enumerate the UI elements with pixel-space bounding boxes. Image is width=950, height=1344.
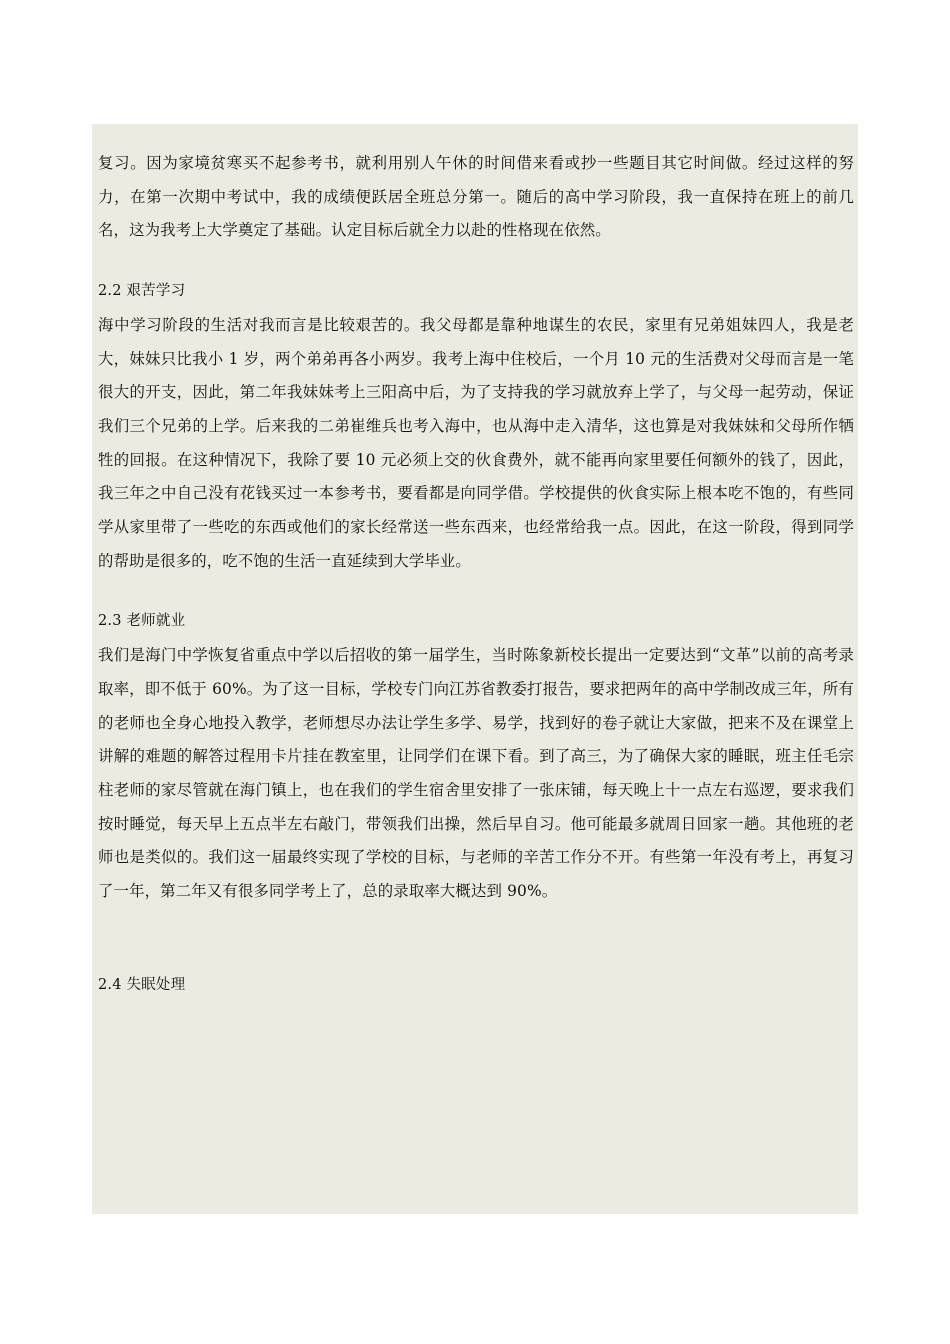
- paragraph-hard-study: 海中学习阶段的生活对我而言是比较艰苦的。我父母都是靠种地谋生的农民，家里有兄弟姐妹四人，我是老大，妹妹只比我小 1 岁，两个弟弟再各小两岁。我考上海中住校后，一个月 10 元的生活费对父母而言是一笔很大的开支，因此，第二年我妹妹考上三阳高中后，为了支持我的学习就放弃上学了，与父母一起劳动，保证我们三个兄弟的上学。后来我的二弟崔维兵也考入海中，也从海中走入清华，这也算是对我妹妹和父母所作牺牲的回报。在这种情况下，我除了要 10 元必须上交的伙食费外，就不能再向家里要任何额外的钱了，因此，我三年之中自己没有花钱买过一本参考书，要看都是向同学借。学校提供的伙食实际上根本吃不饱的，有些同学从家里带了一些吃的东西或他们的家长经常送一些东西来，也经常给我一点。因此，在这一阶段，得到同学的帮助是很多的，吃不饱的生活一直延续到大学毕业。: [98, 315, 854, 570]
- section-heading-2-4: 2.4 失眠处理: [98, 976, 186, 993]
- spacer: [98, 248, 854, 275]
- paragraph-intro: 复习。因为家境贫寒买不起参考书，就利用别人午休的时间借来看或抄一些题目其它时间做。经过这样的努力，在第一次期中考试中，我的成绩便跃居全班总分第一。随后的高中学习阶段，我一直保持在班上的前几名，这为我考上大学奠定了基础。认定目标后就全力以赴的性格现在依然。: [98, 154, 854, 240]
- section-heading-2-3: 2.3 老师就业: [98, 613, 186, 630]
- document-content: [92, 124, 858, 1214]
- section-heading-2-2: 2.2 艰苦学习: [98, 283, 186, 300]
- spacer: [98, 909, 854, 969]
- spacer: [98, 578, 854, 605]
- paragraph-teachers: 我们是海门中学恢复省重点中学以后招收的第一届学生，当时陈象新校长提出一定要达到“文革”以前的高考录取率，即不低于 60%。为了这一目标，学校专门向江苏省教委打报告，要求把两年的高中学制改成三年，所有的老师也全身心地投入教学，老师想尽办法让学生多学、易学，找到好的卷子就让大家做，把来不及在课堂上讲解的难题的解答过程用卡片挂在教室里，让同学们在课下看。到了高三，为了确保大家的睡眠，班主任毛宗柱老师的家尽管就在海门镇上，也在我们的学生宿舍里安排了一张床铺，每天晚上十一点左右巡逻，要求我们按时睡觉，每天早上五点半左右敲门，带领我们出操，然后早自习。他可能最多就周日回家一趟。其他班的老师也是类似的。我们这一届最终实现了学校的目标，与老师的辛苦工作分不开。有些第一年没有考上，再复习了一年，第二年又有很多同学考上了，总的录取率大概达到 90%。: [98, 646, 854, 901]
